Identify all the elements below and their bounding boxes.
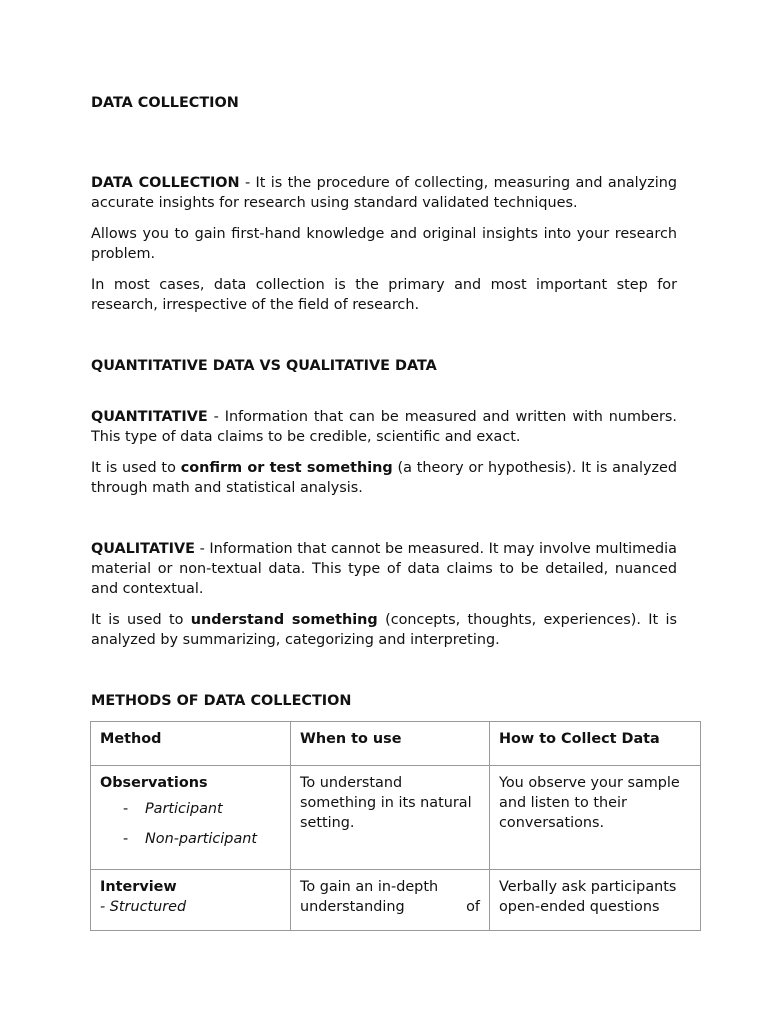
section-title-quant-vs-qual: QUANTITATIVE DATA VS QUALITATIVE DATA <box>91 358 437 374</box>
method-cell <box>91 766 291 870</box>
quantitative-use-prefix: It is used to <box>91 460 181 476</box>
intro-paragraph-3: In most cases, data collection is the primary and most important step for research, irrespective of the field of research. <box>91 277 677 313</box>
quantitative-section <box>91 407 677 498</box>
qualitative-use-bold: understand something <box>190 612 378 628</box>
header-how-to-collect: How to Collect Data <box>490 722 701 766</box>
method-name: Interview <box>100 879 177 895</box>
dash-bullet: - <box>123 831 129 847</box>
qualitative-section <box>91 539 677 650</box>
intro-section <box>91 173 677 315</box>
qualitative-definition: - Information that cannot be measured. It may involve multimedia material or non-textual data. This type of data claims to be detailed, nuanced and contextual. <box>91 541 677 597</box>
qualitative-term: QUALITATIVE <box>91 541 195 557</box>
header-when-to-use: When to use <box>291 722 490 766</box>
how-cell: Verbally ask participants open-ended questions <box>490 870 701 931</box>
quantitative-use-suffix: (a theory or hypothesis). It is analyzed through math and statistical analysis. <box>91 460 677 496</box>
qualitative-use-suffix: (concepts, thoughts, experiences). It is analyzed by summarizing, categorizing and interpreting. <box>91 612 677 648</box>
intro-definition: - It is the procedure of collecting, measuring and analyzing accurate insights for research using standard validated techniques. <box>91 175 677 211</box>
table-row <box>91 870 701 931</box>
list-item <box>100 829 281 849</box>
method-cell <box>91 870 291 931</box>
intro-term: DATA COLLECTION <box>91 175 240 191</box>
qualitative-use-paragraph <box>91 610 677 650</box>
list-item <box>100 799 281 819</box>
document-title: DATA COLLECTION <box>91 95 239 111</box>
methods-table <box>90 721 701 931</box>
qualitative-definition-paragraph <box>91 539 677 599</box>
section-title-methods: METHODS OF DATA COLLECTION <box>91 693 352 709</box>
quantitative-definition-paragraph <box>91 407 677 447</box>
table-header-row <box>91 722 701 766</box>
how-cell: You observe your sample and listen to their conversations. <box>490 766 701 870</box>
when-cell: To gain an in-depth understanding of <box>291 870 490 931</box>
subtype-label: Participant <box>145 801 223 817</box>
quantitative-use-bold: confirm or test something <box>180 460 393 476</box>
table-row <box>91 766 701 870</box>
quantitative-definition: - Information that can be measured and written with numbers. This type of data claims to be credible, scientific and exact. <box>91 409 677 445</box>
subtype-label: Non-participant <box>145 831 258 847</box>
header-method: Method <box>91 722 291 766</box>
intro-definition-paragraph <box>91 173 677 213</box>
method-subtype-list <box>100 799 281 849</box>
quantitative-use-paragraph <box>91 458 677 498</box>
qualitative-use-prefix: It is used to <box>91 612 191 628</box>
intro-paragraph-2: Allows you to gain first-hand knowledge and original insights into your research problem. <box>91 226 677 262</box>
dash-bullet: - <box>123 801 129 817</box>
quantitative-term: QUANTITATIVE <box>91 409 208 425</box>
when-cell: To understand something in its natural setting. <box>291 766 490 870</box>
method-subtype-line: - Structured <box>100 899 187 915</box>
method-name: Observations <box>100 775 208 791</box>
